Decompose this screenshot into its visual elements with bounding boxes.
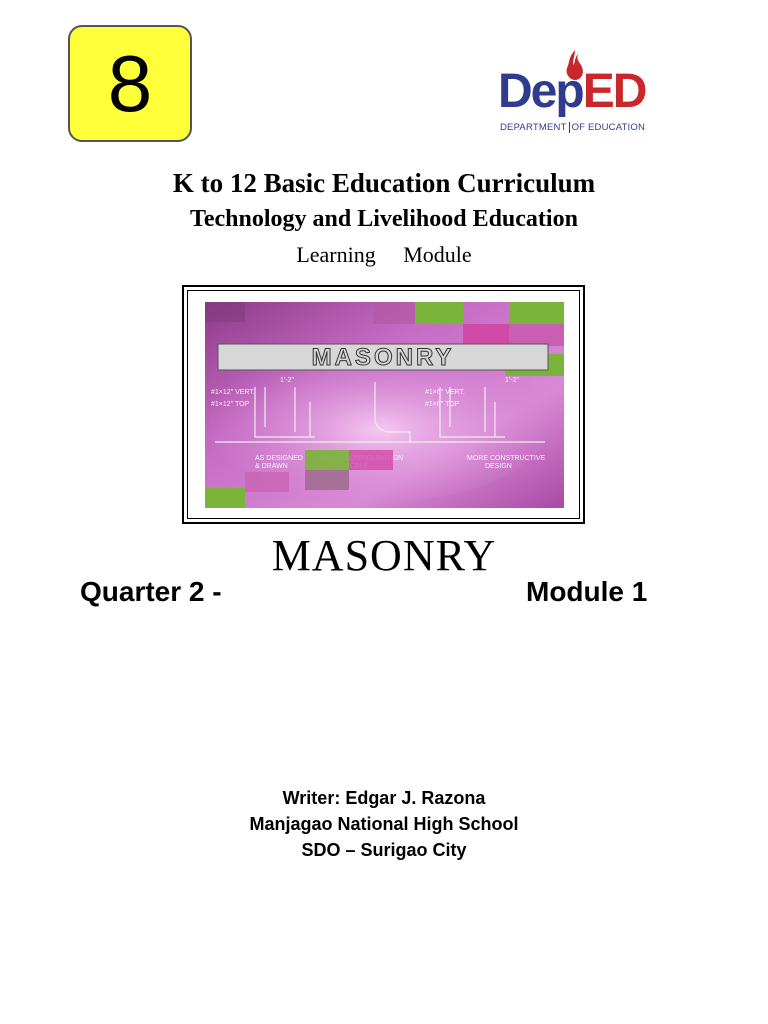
logo-subtitle xyxy=(500,122,645,133)
division-line: SDO – Surigao City xyxy=(301,840,467,860)
cover-banner-text: MASONRY xyxy=(311,344,455,371)
grade-badge: 8 xyxy=(68,25,192,142)
logo-dep: Dep xyxy=(498,65,583,118)
svg-text:AS DESIGNED: AS DESIGNED xyxy=(255,455,303,462)
logo-wordmark xyxy=(498,65,646,118)
cover-image xyxy=(205,302,564,508)
svg-text:1'-2": 1'-2" xyxy=(505,377,519,384)
quarter-label: Quarter 2 - xyxy=(80,576,222,607)
module-title: MASONRY xyxy=(271,531,497,580)
svg-text:MORE CONSTRUCTIVE: MORE CONSTRUCTIVE xyxy=(467,455,546,462)
module-number: Module 1 xyxy=(526,576,648,607)
subject-title: Technology and Livelihood Education xyxy=(190,206,578,232)
school-line: Manjagao National High School xyxy=(249,814,519,834)
deped-logo xyxy=(498,50,673,138)
svg-text:& DRAWN: & DRAWN xyxy=(255,463,288,470)
credits xyxy=(0,785,768,863)
logo-ed: ED xyxy=(582,65,646,118)
writer-line: Writer: Edgar J. Razona xyxy=(282,788,486,808)
svg-text:#1×6" VERT.: #1×6" VERT. xyxy=(425,389,465,396)
cover-image-frame xyxy=(182,285,585,524)
svg-text:#1×12" TOP: #1×12" TOP xyxy=(211,401,250,408)
logo-sub-left: DEPARTMENT xyxy=(500,122,567,134)
svg-text:#1×6" TOP: #1×6" TOP xyxy=(425,401,460,408)
svg-text:1'-2": 1'-2" xyxy=(280,377,294,384)
curriculum-title: K to 12 Basic Education Curriculum xyxy=(172,168,596,198)
svg-text:#1×12" VERT.: #1×12" VERT. xyxy=(211,389,255,396)
svg-text:SCALE: SCALE xyxy=(345,463,368,470)
svg-text:DESIGN: DESIGN xyxy=(485,463,512,470)
logo-sub-right: OF EDUCATION xyxy=(571,122,646,134)
module-type: Learning Module xyxy=(296,242,472,267)
svg-text:CONFIGURATION: CONFIGURATION xyxy=(345,455,404,462)
